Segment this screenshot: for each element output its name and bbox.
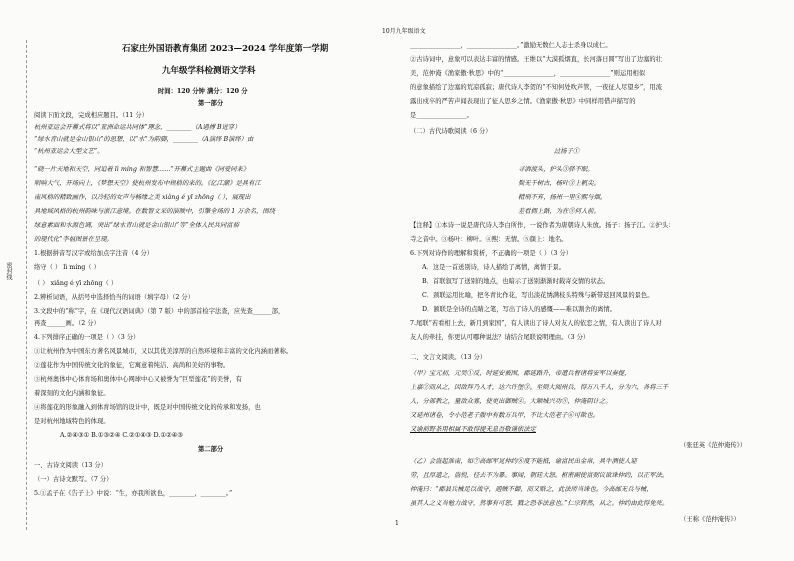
option-line: D．颔联是全诗的点睛之笔，写出了诗人的感慨——难以割舍的离情。 [422,306,616,313]
classical-text-line: 又延州诸卷，令小范老子腹中有数万兵甲，不比大范老子⑥可欺也。 [410,412,599,419]
question-5: 5.①孟子在《告子上》中说：“生，亦我所欲也，________，________。” [34,490,233,497]
question-1-a: 络守（ ） lì míng（ ） [34,264,100,271]
classical-text-line: 虽其人之义当勉力战守，然事有可恕，戮之恐非法意也。”仁宗释然，从之。仲约由此得免死。 [410,500,669,507]
classical-text-line: （甲）宝元初，元昊①反，时延安被围，郡延路升，帝遣兵督诸将安军以奏提， [410,370,631,377]
header-note: 10月九年级语文 [382,28,426,35]
question-2: 2.辨析词语，从括号中选择恰当的词语（填字母）（2 分） [34,294,194,301]
page-number: 1 [395,520,399,527]
poem-line: 鬓无千树古，杨叶③上帆尖。 [518,180,600,187]
section-heading: 二、文言文阅读。（13 分） [410,354,487,361]
passage-line: “杭州亚运会大型文艺”。 [34,148,104,155]
passage-line: 绿意素面和水源色调，突出“绿水青山就是金山银山”等“全体人民共同富裕 [34,222,239,229]
passage-line: 唱响大气，开场向上，《梦想天空》使杭州发布中规格的来的。《亿江潮》是具有江 [34,180,261,187]
poem-line: 精刑不弃，扬州一里④熙与烟。 [518,194,607,201]
option-line: B．首联叙写了送别的地点，也暗示了送别渐渐时载寄交情的状态。 [422,278,610,285]
section-heading: 一、古诗文阅读（13 分） [34,462,107,469]
classical-text-line: 人，分部教之，量敌众寡，使更出御贼④。大顺城兴功⑤，仲淹阴计之。 [410,398,612,405]
part-two-heading: 第二部分 [198,446,224,453]
question-6: 6.下列对诗作的理解和赏析，不正确的一项是（ ）（3 分） [410,250,572,257]
classical-text-line: 仲淹曰：“郡县兵械足以战守，遇贼不御，而又赂之，此法所当诛也。今高邮无兵与械， [410,486,653,493]
poem-line: 差看拥上路，为在⑤何人前。 [518,208,600,215]
option-line: ④将莲花的形象融入到体育场馆的设计中，既是对中国传统文化的传承和发扬，也 [34,404,261,411]
source-citation: （王称《范仲淹传》） [680,516,740,523]
question-7: 7.尾联“若看相上去，新月到家国”，有人读出了诗人对友人的依恋之情，有人读出了诗人对 [410,320,662,327]
answer-options: A.②④③① B.①③②④ C.②①④③ D.①②④③ [60,432,183,439]
option-line: ①让杭州作为中国东方著名风景城市，又以其优美淳厚的自然环境和丰富的文化内涵而著称。 [34,348,293,355]
exam-title: 石家庄外国语教育集团 2023—2024 学年度第一学期 [122,44,329,54]
passage-line: “晓一片天地和天空，同追着 lì míng 和智慧……”开幕式主题曲《同爱同来》 [34,166,250,173]
question-7-b: 友人的牵挂，你更认可哪种说法？请结合尾联说明理由。（3 分） [410,334,590,341]
passage-line: 杭州亚运会开幕式将以“亚洲命运共同体”理念，________（A遇搏 B迸穿） [34,124,241,131]
source-citation: （张廷英《范仲淹传》） [680,442,747,449]
classical-text-line: （乙）会盗起淮南，如⑦高邮军晁仲约⑧度不能抵，谕富民出金帛，具牛酒使人迎 [410,458,637,465]
section-subheading: （一）古诗文默写。（7 分） [34,476,113,483]
question-3: 3.文段中的“称”字，在《现代汉语词典》（第 7 版）中的部首检字法查，应先查______部， [34,308,285,315]
passage-line: “绿水青山就是金山银山”的思想，以“水”为韵脚，________（A演绎 B演绎）由 [34,136,254,143]
binding-stamp: 密封线 [5,262,12,280]
text-line: 美，范仲淹《渔家傲·秋思》中的“________________，________________”则运用相似 [410,70,646,77]
passage-line: 的现代化”李福图景在呈现。 [34,236,113,243]
poem-line: 寻洒渡头，护头③驿不眠。 [518,166,594,173]
question-3-b: 再查______画。（2 分） [34,320,100,327]
time-score: 时间：120 分钟 满分：120 分 [158,88,248,95]
text-line: 是________________。 [410,112,473,119]
question-1: 1.根据拼音写汉字或给加点字注音（4 分） [34,250,154,257]
question-intro: 阅读下面文段，完成相应题目。（11 分） [34,112,148,119]
classical-text-line: 上嘉②而从之，因敌拜乃入才，达六许堡③。至则大阅州兵，得万八千人，分为六，各将三千 [410,384,669,391]
option-line: 是对杭州地域特色的体现。 [34,418,110,425]
text-line: 的意象描绘了边塞的荒凉孤寂；唐代诗人李贺的“不知何处吹芦管，一夜征人尽望乡”，用流 [410,84,663,91]
annotation-line: 寺之音中。③杨叶：柳叶。④熙：无情。⑤颜上：地名。 [410,236,568,243]
binding-line [26,40,27,530]
answer-line: ________________，________________。”激励无数仁人志士杀身以成仁。 [410,42,612,49]
option-line: C．颈联运用比喻，把冬青比作花，写出淡花绣满枝头特殊与新带返回风景的景色。 [422,292,654,299]
option-line: ③杭州奥体中心体育场和奥体中心网球中心又被誉为“巨型莲花”的美誉，有 [34,376,242,383]
text-line: 露出戍卒的严苦声闻表现出了征人思乡之情。《渔家傲·秋思》中同样用借声描写的 [410,98,636,105]
classical-text-line: 劳，且厚遗之，盗悦，径去不为暴。事闻，朝廷大怒。枢密副使富弼议欲诛仲约，以正军法。 [410,472,669,479]
text-line: ②古诗词中，意象可以表达丰富的情感。王维以“大漠孤烟直，长河落日圆”写出了边塞的壮 [410,56,663,63]
passage-line: 具地域风格的杭州韵味与浙江意境。在数智文采的演映中，引擎全场的 1 万余名，围绕 [34,208,275,215]
part-one-heading: 第一部分 [198,100,224,107]
option-line: ②莲花作为中国传统文化的象征，它寓意着纯洁、高尚和美好的事物。 [34,362,230,369]
passage-line: 南风格的精致画作，以冷轻的女声与畅缘之美 xiǎng é yī zhōng（ ），展现出 [34,194,251,201]
annotation-line: 【注释】①本诗一说是唐代诗人李白所作，一说作者为唐朝诗人朱放。扬子：扬子江。②护头： [410,222,675,229]
poem-title: 过扬子① [554,148,580,155]
exam-subtitle: 九年级学科检测语文学科 [162,66,256,76]
classical-text-line: 又谕前野茶用相属不敢得提无息吾敬谨依法定 [410,426,536,433]
question-4: 4.下列排序正确的一项是（ ）（3 分） [34,334,140,341]
option-line: 着深刻的文化内涵和象征。 [34,390,110,397]
option-line: A．这是一首送别诗，诗人描绘了离情，离情于景。 [422,264,566,271]
section-heading: （二）古代诗歌阅读（6 分） [410,128,492,135]
question-1-b: （ ） xiǎng é yī zhōng（ ） [34,280,118,287]
